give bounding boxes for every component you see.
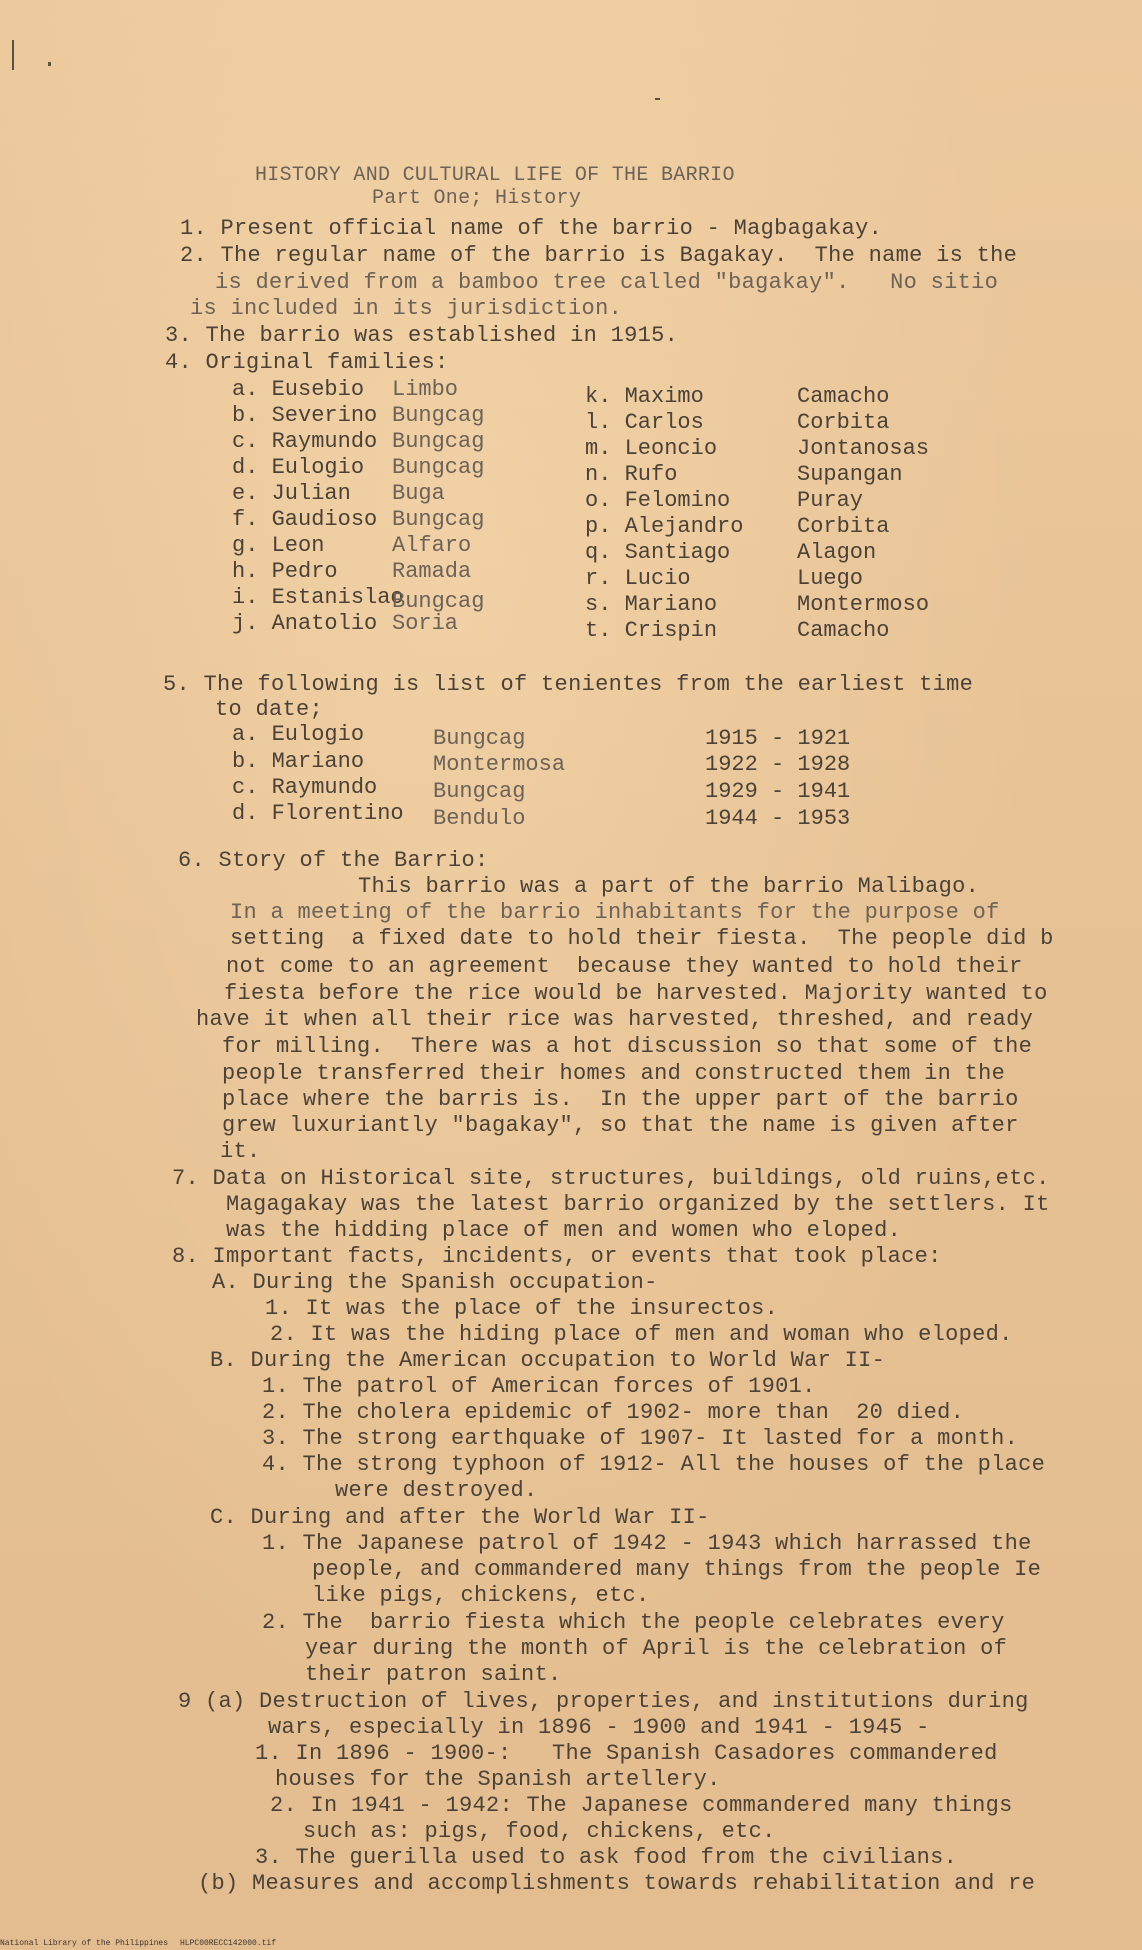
item-8-line: were destroyed. <box>335 1478 538 1503</box>
item-5-line-1: 5. The following is list of tenientes from the earliest time <box>163 672 974 697</box>
list-item: r. Lucio <box>585 566 691 591</box>
list-item-surname: Alfaro <box>392 533 472 558</box>
table-row: b. Mariano <box>232 749 365 774</box>
item-6-line: for milling. There was a hot discussion so that some of the <box>222 1034 1033 1059</box>
item-8-line: year during the month of April is the celebration of <box>305 1636 1008 1661</box>
item-7-line: Magagakay was the latest barrio organized by the settlers. It <box>226 1192 1050 1217</box>
table-row: a. Eulogio <box>232 722 365 747</box>
footer-library-label: National Library of the Philippines <box>0 1939 169 1948</box>
item-1: 1. Present official name of the barrio - Magbagakay. <box>180 216 883 241</box>
list-item-surname: Camacho <box>797 384 890 409</box>
list-item-surname: Corbita <box>797 514 890 539</box>
list-item: d. Eulogio <box>232 455 365 480</box>
list-item-surname: Corbita <box>797 410 890 435</box>
document-title: HISTORY AND CULTURAL LIFE OF THE BARRIO <box>255 164 735 187</box>
list-item: g. Leon <box>232 533 325 558</box>
list-item: n. Rufo <box>585 462 678 487</box>
list-item-surname: Camacho <box>797 618 890 643</box>
item-8-line: 2. The cholera epidemic of 1902- more than 20 died. <box>262 1400 965 1425</box>
item-6-line: people transferred their homes and constructed them in the <box>222 1061 1006 1086</box>
list-item: h. Pedro <box>232 559 338 584</box>
item-8-line: their patron saint. <box>305 1662 562 1687</box>
list-item-surname: Buga <box>392 481 445 506</box>
list-item-surname: Bungcag <box>392 455 485 480</box>
margin-mark <box>12 40 14 70</box>
item-8-line: 3. The strong earthquake of 1907- It lasted for a month. <box>262 1426 1019 1451</box>
item-8-line: 2. It was the hiding place of men and woman who eloped. <box>270 1322 1013 1347</box>
item-2-line-3: is included in its jurisdiction. <box>190 296 623 321</box>
table-cell: Bendulo <box>433 806 526 831</box>
table-row: d. Florentino <box>232 801 404 826</box>
item-8-line: 4. The strong typhoon of 1912- All the houses of the place <box>262 1452 1046 1477</box>
list-item: a. Eusebio <box>232 377 365 402</box>
list-item: k. Maximo <box>585 384 704 409</box>
list-item: q. Santiago <box>585 540 731 565</box>
table-cell: 1922 - 1928 <box>705 752 851 777</box>
list-item: f. Gaudioso <box>232 507 378 532</box>
list-item-surname: Limbo <box>392 377 459 402</box>
list-item: p. Alejandro <box>585 514 744 539</box>
list-item: b. Severino <box>232 403 378 428</box>
item-6-line: place where the barris is. In the upper part of the barrio <box>222 1087 1019 1112</box>
item-7-line: 7. Data on Historical site, structures, buildings, old ruins,etc. <box>172 1166 1050 1191</box>
item-9-line: (b) Measures and accomplishments towards rehabilitation and re <box>198 1871 1036 1896</box>
list-item-surname: Bungcag <box>392 403 485 428</box>
item-9-line: 2. In 1941 - 1942: The Japanese commandered many things <box>270 1793 1013 1818</box>
item-8-line: 2. The barrio fiesta which the people celebrates every <box>262 1610 1005 1635</box>
item-6-line: In a meeting of the barrio inhabitants for the purpose of <box>230 900 1000 925</box>
list-item-surname: Bungcag <box>392 429 485 454</box>
list-item-surname: Alagon <box>797 540 877 565</box>
item-6-line: it. <box>220 1139 261 1164</box>
item-7-line: was the hidding place of men and women who eloped. <box>226 1218 902 1243</box>
item-6-line: This barrio was a part of the barrio Malibago. <box>358 874 980 899</box>
list-item-surname: Ramada <box>392 559 472 584</box>
table-cell: Montermosa <box>433 752 566 777</box>
item-9-line: such as: pigs, food, chickens, etc. <box>303 1819 776 1844</box>
item-6-line: setting a fixed date to hold their fiesta. The people did b <box>230 926 1054 951</box>
list-item-surname: Luego <box>797 566 864 591</box>
item-5-line-2: to date; <box>215 697 324 722</box>
item-8-subheading: B. During the American occupation to World War II- <box>210 1348 886 1373</box>
list-item-surname: Supangan <box>797 462 903 487</box>
list-item: o. Felomino <box>585 488 731 513</box>
item-2-line-2: is derived from a bamboo tree called "bagakay". No sitio <box>215 270 999 295</box>
item-8-line: 1. The patrol of American forces of 1901. <box>262 1374 816 1399</box>
table-row: c. Raymundo <box>232 775 378 800</box>
document-subtitle: Part One; History <box>372 187 582 210</box>
item-8-subheading: A. During the Spanish occupation- <box>212 1270 658 1295</box>
list-item: j. Anatolio <box>232 611 378 636</box>
item-6-line: have it when all their rice was harvested, threshed, and ready <box>196 1007 1034 1032</box>
margin-mark <box>655 98 660 100</box>
item-4: 4. Original families: <box>165 350 449 375</box>
item-9-line: wars, especially in 1896 - 1900 and 1941 - 1945 - <box>268 1715 930 1740</box>
list-item: m. Leoncio <box>585 436 718 461</box>
list-item: c. Raymundo <box>232 429 378 454</box>
item-9-line: 9 (a) Destruction of lives, properties, and institutions during <box>178 1689 1029 1714</box>
list-item-surname: Soria <box>392 611 459 636</box>
item-6-line: not come to an agreement because they wanted to hold their <box>226 954 1023 979</box>
item-8-heading: 8. Important facts, incidents, or events that took place: <box>172 1244 942 1269</box>
list-item-surname: Montermoso <box>797 592 930 617</box>
table-cell: 1944 - 1953 <box>705 806 851 831</box>
list-item-surname: Puray <box>797 488 864 513</box>
item-9-line: 3. The guerilla used to ask food from the civilians. <box>255 1845 958 1870</box>
list-item: i. Estanislao <box>232 585 404 610</box>
list-item: t. Crispin <box>585 618 718 643</box>
item-6-line: fiesta before the rice would be harvested. Majority wanted to <box>224 981 1048 1006</box>
item-8-line: 1. The Japanese patrol of 1942 - 1943 which harrassed the <box>262 1531 1032 1556</box>
item-3: 3. The barrio was established in 1915. <box>165 323 679 348</box>
item-8-subheading: C. During and after the World War II- <box>210 1505 710 1530</box>
list-item: l. Carlos <box>585 410 704 435</box>
list-item: e. Julian <box>232 481 351 506</box>
item-6-line: grew luxuriantly "bagakay", so that the name is given after <box>222 1113 1019 1138</box>
list-item-surname: Bungcag <box>392 507 485 532</box>
list-item-surname: Bungcag <box>392 589 485 614</box>
list-item-surname: Jontanosas <box>797 436 930 461</box>
footer-filename: HLPC00RECC142000.tif <box>180 1939 277 1948</box>
item-9-line: 1. In 1896 - 1900-: The Spanish Casadores commandered <box>255 1741 998 1766</box>
item-2-line-1: 2. The regular name of the barrio is Bagakay. The name is the <box>180 243 1018 268</box>
table-cell: Bungcag <box>433 779 526 804</box>
item-8-line: 1. It was the place of the insurectos. <box>265 1296 779 1321</box>
table-cell: 1929 - 1941 <box>705 779 851 804</box>
table-cell: 1915 - 1921 <box>705 726 851 751</box>
item-8-line: people, and commandered many things from the people Ie <box>312 1557 1042 1582</box>
margin-mark <box>48 62 51 66</box>
item-6-heading: 6. Story of the Barrio: <box>178 848 489 873</box>
item-8-line: like pigs, chickens, etc. <box>312 1583 650 1608</box>
table-cell: Bungcag <box>433 726 526 751</box>
item-9-line: houses for the Spanish artellery. <box>275 1767 721 1792</box>
list-item: s. Mariano <box>585 592 718 617</box>
